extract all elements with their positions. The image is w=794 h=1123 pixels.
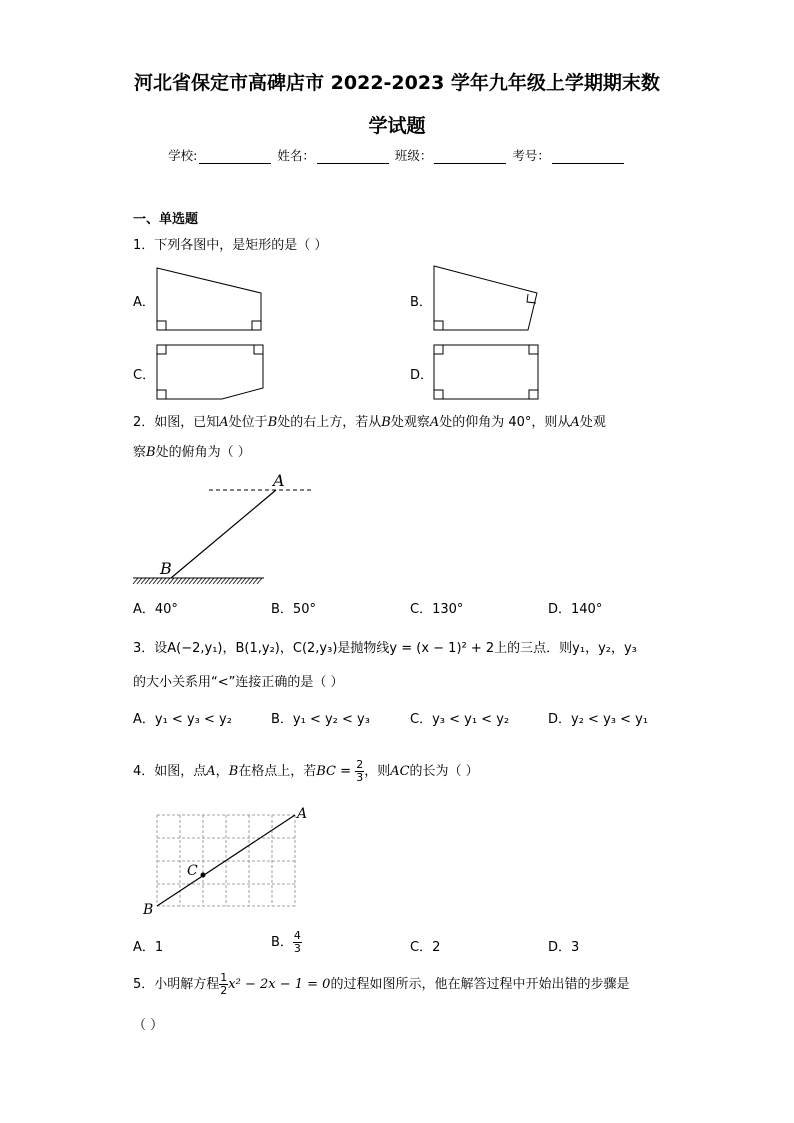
q4-fraction: $\frac{2}{3}$	[356, 758, 364, 784]
q4-label-b: B	[143, 902, 154, 918]
q3-option-b: B．y₁ < y₂ < y₃	[271, 712, 370, 727]
q4-option-d: D．3	[548, 940, 580, 955]
q2-stem-line2: 察B处的俯角为（ ）	[133, 445, 251, 460]
q1-option-c-label: C．	[133, 368, 156, 383]
q2-label-a: A	[273, 471, 285, 490]
q5-stem-line2: （ ）	[133, 1018, 164, 1033]
q3-stem-line2: 的大小关系用“<”连接正确的是（ ）	[133, 675, 344, 690]
q1-stem: 1．下列各图中，是矩形的是（ ）	[133, 238, 328, 253]
q4-option-a: A．1	[133, 940, 164, 955]
q4-point-c	[201, 873, 206, 878]
q4-label-a: A	[297, 806, 308, 822]
name-label: 姓名：	[277, 148, 315, 163]
q2-option-d: D．140°	[548, 602, 603, 617]
q3-option-c: C．y₃ < y₁ < y₂	[410, 712, 510, 727]
section-heading: 一、单选题	[133, 212, 199, 227]
page-title-line2: 学试题	[368, 115, 426, 137]
school-label: 学校:	[168, 148, 198, 163]
q1-option-b-label: B．	[410, 295, 432, 310]
class-label: 班级：	[394, 148, 433, 163]
q2-option-c: C．130°	[410, 602, 464, 617]
q1-option-a-label: A．	[133, 295, 155, 310]
q3-option-d: D．y₂ < y₃ < y₁	[548, 712, 649, 727]
q4-label-c: C	[187, 863, 198, 879]
q2-label-b: B	[160, 559, 172, 578]
page-title-line1: 河北省保定市高碑店市 2022-2023 学年九年级上学期期末数	[134, 72, 660, 94]
q5-stem: 5．小明解方程 $\frac{1}{2}$ x² − 2x − 1 = 0的过程如图所示，他在解答过程中开始出错的步骤是	[133, 971, 630, 997]
exam-no-label: 考号：	[512, 148, 550, 163]
q5-fraction: $\frac{1}{2}$	[220, 971, 228, 997]
q3-option-a: A．y₁ < y₃ < y₂	[133, 712, 232, 727]
q4-stem: 4．如图，点A，B在格点上，若BC = $\frac{2}{3}$ ，则AC的长为（ ）	[133, 758, 479, 784]
q4-option-c: C．2	[410, 940, 441, 955]
q2-option-b: B．50°	[271, 602, 316, 617]
q3-stem-line1: 3．设A(−2,y₁)，B(1,y₂)，C(2,y₃)是抛物线y = (x − 1)² + 2上的三点．则y₁，y₂，y₃	[133, 641, 637, 656]
q1-option-d-label: D．	[410, 368, 434, 383]
q2-stem-line1: 2．如图，已知A处位于B处的右上方，若从B处观察A处的仰角为 40°，则从A处观	[133, 415, 606, 430]
q4-option-b: B． $\frac{4}{3}$	[271, 929, 301, 955]
q2-option-a: A．40°	[133, 602, 178, 617]
